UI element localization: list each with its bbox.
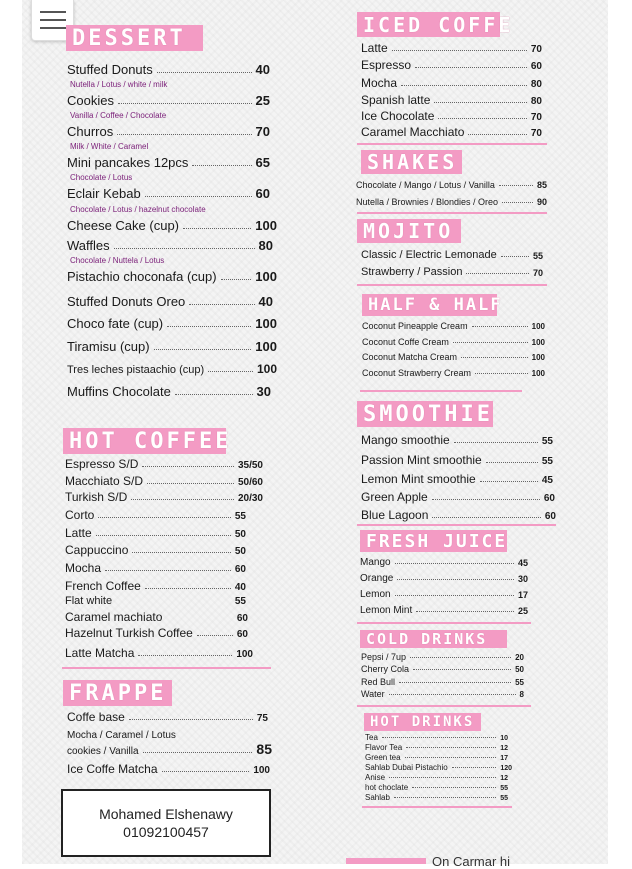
item-price: 100 — [531, 322, 545, 331]
menu-item — [360, 589, 528, 600]
menu-item — [67, 762, 270, 776]
divider — [357, 212, 547, 214]
item-name: Caramel machiato — [65, 610, 163, 624]
item-name: Mocha — [65, 561, 102, 575]
menu-item — [67, 362, 277, 376]
item-price: 70 — [530, 112, 542, 123]
item-price: 55 — [500, 795, 508, 802]
menu-item — [65, 579, 246, 593]
menu-item — [67, 238, 273, 253]
item-price: 60 — [236, 613, 248, 624]
bottom-accent — [346, 858, 426, 864]
item-name: Blue Lagoon — [361, 508, 429, 522]
contact-name: Mohamed Elshenawy — [99, 806, 233, 822]
item-price: 100 — [236, 649, 253, 660]
item-price: 100 — [253, 765, 270, 776]
menu-item — [361, 249, 543, 261]
item-name: Choco fate (cup) — [67, 316, 164, 331]
fresh-juice-header: FRESH JUICE — [360, 530, 507, 552]
menu-item — [67, 93, 270, 108]
item-name: Latte Matcha — [65, 646, 135, 660]
item-name: Pepsi / 7up — [361, 652, 407, 662]
item-name: Sahlab Dubai Pistachio — [365, 763, 448, 772]
item-name: Coconut Pineapple Cream — [362, 321, 468, 331]
item-name: Ice Chocolate — [361, 109, 435, 123]
menu-item — [365, 763, 512, 772]
menu-item — [361, 652, 524, 662]
menu-item — [361, 58, 542, 72]
divider — [357, 705, 531, 707]
iced-coffee-header: ICED COFFE — [357, 12, 500, 37]
item-name: Pistachio choconafa (cup) — [67, 269, 217, 284]
menu-item — [361, 453, 553, 467]
smoothie-header: SMOOTHIE — [357, 401, 493, 427]
item-price: 100 — [531, 353, 545, 362]
item-price: 55 — [515, 678, 524, 687]
item-name: Coconut Strawberry Cream — [362, 368, 472, 378]
menu-item — [361, 125, 542, 139]
item-name: Coconut Matcha Cream — [362, 352, 458, 362]
item-price: 20/30 — [237, 493, 263, 504]
menu-item — [365, 773, 508, 782]
half-and-half-header: HALF & HALF — [362, 294, 497, 316]
item-name: Latte — [65, 526, 92, 540]
menu-item — [67, 62, 270, 77]
item-name: Caramel Macchiato — [361, 125, 465, 139]
item-name: Turkish S/D — [65, 490, 128, 504]
item-price: 25 — [255, 93, 270, 108]
item-name: Mocha / Caramel / Lotus — [67, 730, 176, 741]
menu-bar — [40, 11, 66, 13]
menu-item — [67, 316, 277, 331]
item-name: Churros — [67, 124, 114, 139]
item-name: Coconut Coffe Cream — [362, 337, 449, 347]
contact-phone: 01092100457 — [123, 824, 209, 840]
menu-item — [67, 186, 270, 201]
item-price: 45 — [541, 475, 553, 486]
item-price: 100 — [255, 269, 277, 284]
item-price: 25 — [517, 606, 528, 616]
menu-item — [361, 490, 555, 504]
menu-item — [65, 490, 263, 504]
item-name: Stuffed Donuts — [67, 62, 153, 77]
item-price: 45 — [517, 558, 528, 568]
menu-item — [361, 508, 556, 522]
item-name: French Coffee — [65, 579, 141, 593]
menu-item — [362, 321, 545, 331]
menu-item — [67, 741, 272, 757]
menu-item — [360, 605, 528, 616]
cut-off-text: On Carmar hi — [432, 854, 511, 869]
item-price: 60 — [234, 564, 246, 575]
item-price: 60 — [236, 629, 248, 640]
hot-drinks-header: HOT DRINKS — [364, 713, 481, 731]
item-name: Chocolate / Mango / Lotus / Vanilla — [356, 180, 495, 190]
item-name: Green Apple — [361, 490, 428, 504]
menu-bar — [40, 27, 66, 29]
item-price: 40 — [258, 294, 273, 309]
menu-item — [356, 180, 547, 190]
item-name: Lemon — [360, 589, 391, 600]
item-price: 40 — [255, 62, 270, 77]
menu-item — [65, 474, 263, 488]
item-name: Tiramisu (cup) — [67, 339, 150, 354]
item-price: 90 — [536, 197, 547, 207]
item-price: 80 — [530, 96, 542, 107]
item-price: 100 — [531, 338, 545, 347]
item-price: 75 — [256, 713, 268, 724]
item-name: Flat white — [65, 595, 113, 607]
item-price: 80 — [530, 79, 542, 90]
item-name: Strawberry / Passion — [361, 266, 463, 278]
item-name: Muffins Chocolate — [67, 384, 171, 399]
item-price: 70 — [530, 128, 542, 139]
item-price: 85 — [256, 741, 272, 757]
menu-item — [365, 753, 508, 762]
menu-item — [65, 508, 246, 522]
item-price: 60 — [530, 61, 542, 72]
menu-item — [67, 339, 277, 354]
item-name: Red Bull — [361, 677, 396, 687]
item-name: Cheese Cake (cup) — [67, 218, 179, 233]
contact-card — [61, 789, 271, 857]
menu-item — [361, 689, 524, 699]
item-name: Mocha — [361, 76, 398, 90]
item-price: 80 — [258, 238, 273, 253]
divider — [357, 143, 547, 145]
menu-item — [65, 610, 248, 624]
item-options: Vanilla / Coffee / Chocolate — [70, 111, 167, 120]
item-name: Eclair Kebab — [67, 186, 141, 201]
menu-item — [65, 595, 246, 607]
item-price: 35/50 — [237, 460, 263, 471]
item-name: Espresso S/D — [65, 457, 139, 471]
item-options: Milk / White / Caramel — [70, 142, 149, 151]
item-name: hot choclate — [365, 783, 409, 792]
item-name: Cookies — [67, 93, 114, 108]
menu-item — [67, 124, 270, 139]
shakes-header: SHAKES — [361, 150, 462, 174]
menu-item — [361, 109, 542, 123]
menu-item — [365, 793, 508, 802]
item-name: Lemon Mint — [360, 605, 413, 616]
item-options: Chocolate / Lotus / hazelnut chocolate — [70, 205, 206, 214]
menu-item — [360, 557, 528, 568]
item-price: 12 — [500, 775, 508, 782]
item-name: Latte — [361, 41, 388, 55]
item-name: Passion Mint smoothie — [361, 453, 482, 467]
menu-item — [65, 543, 246, 557]
item-name: Water — [361, 689, 385, 699]
menu-item — [67, 384, 271, 399]
item-price: 50 — [234, 546, 246, 557]
menu-item — [361, 41, 542, 55]
divider — [62, 667, 271, 669]
item-price: 8 — [519, 690, 524, 699]
item-price: 30 — [517, 574, 528, 584]
item-price: 60 — [544, 511, 556, 522]
item-name: Mini pancakes 12pcs — [67, 155, 189, 170]
menu-item — [65, 626, 248, 640]
menu-item — [361, 664, 524, 674]
dessert-header: DESSERT — [66, 25, 203, 51]
menu-item — [65, 526, 246, 540]
item-options: Nutella / Lotus / white / milk — [70, 80, 168, 89]
menu-item — [361, 266, 543, 278]
item-price: 50 — [515, 665, 524, 674]
item-name: Corto — [65, 508, 95, 522]
menu-item — [356, 197, 547, 207]
mojito-header: MOJITO — [357, 219, 461, 243]
item-name: Spanish latte — [361, 93, 431, 107]
item-price: 100 — [256, 362, 277, 376]
item-price: 65 — [255, 155, 270, 170]
cold-drinks-header: COLD DRINKS — [360, 630, 507, 648]
item-name: Green tea — [365, 753, 401, 762]
item-name: Nutella / Brownies / Blondies / Oreo — [356, 197, 499, 207]
item-name: Anise — [365, 773, 386, 782]
menu-item — [67, 710, 268, 724]
item-name: Espresso — [361, 58, 412, 72]
menu-item — [361, 433, 553, 447]
item-name: Macchiato S/D — [65, 474, 144, 488]
item-price: 55 — [532, 251, 543, 261]
item-price: 120 — [500, 765, 512, 772]
item-price: 100 — [255, 218, 277, 233]
item-price: 70 — [255, 124, 270, 139]
item-price: 100 — [255, 316, 277, 331]
item-name: Stuffed Donuts Oreo — [67, 294, 186, 309]
item-price: 55 — [541, 456, 553, 467]
item-price: 60 — [543, 493, 555, 504]
item-price: 70 — [530, 44, 542, 55]
item-name: Cappuccino — [65, 543, 129, 557]
menu-item — [67, 294, 273, 309]
item-name: Hazelnut Turkish Coffee — [65, 626, 193, 640]
menu-item — [361, 677, 524, 687]
item-price: 50/60 — [237, 477, 263, 488]
divider — [357, 524, 556, 526]
menu-item — [362, 337, 545, 347]
menu-bar — [40, 19, 66, 21]
item-name: Orange — [360, 573, 394, 584]
divider — [362, 806, 512, 808]
item-name: Waffles — [67, 238, 110, 253]
item-name: Lemon Mint smoothie — [361, 472, 476, 486]
item-price: 55 — [500, 785, 508, 792]
frappe-header: FRAPPE — [63, 680, 172, 706]
item-options: Chocolate / Nuttela / Lotus — [70, 256, 165, 265]
menu-item — [361, 76, 542, 90]
divider — [360, 390, 522, 392]
item-price: 50 — [234, 529, 246, 540]
menu-item — [65, 561, 246, 575]
menu-item — [65, 646, 253, 660]
item-price: 17 — [500, 755, 508, 762]
item-price: 85 — [536, 180, 547, 190]
item-name: Sahlab — [365, 793, 390, 802]
menu-item — [65, 457, 263, 471]
menu-item — [362, 368, 545, 378]
item-price: 60 — [255, 186, 270, 201]
divider — [357, 622, 531, 624]
menu-item — [360, 573, 528, 584]
item-name: Coffe base — [67, 710, 125, 724]
item-name: Ice Coffe Matcha — [67, 762, 158, 776]
item-price: 40 — [234, 582, 246, 593]
menu-item — [361, 93, 542, 107]
item-price: 55 — [541, 436, 553, 447]
menu-item — [365, 783, 508, 792]
item-name: Tea — [365, 733, 378, 742]
item-name: Cherry Cola — [361, 664, 410, 674]
hot-coffee-header: HOT COFFEE — [63, 428, 226, 454]
menu-item — [362, 352, 545, 362]
item-name: Tres leches pistaachio (cup) — [67, 364, 205, 376]
menu-item — [67, 269, 277, 284]
item-name: Flavor Tea — [365, 743, 403, 752]
item-price: 10 — [500, 735, 508, 742]
divider — [357, 284, 547, 286]
item-price: 70 — [532, 268, 543, 278]
item-options: Chocolate / Lotus — [70, 173, 133, 182]
item-price: 100 — [531, 369, 545, 378]
item-name: cookies / Vanilla — [67, 746, 139, 757]
item-price: 100 — [255, 339, 277, 354]
menu-item — [67, 218, 277, 233]
item-price: 30 — [256, 384, 271, 399]
menu-item — [67, 155, 270, 170]
item-name: Mango — [360, 557, 391, 568]
item-price: 55 — [234, 511, 246, 522]
menu-item — [365, 733, 508, 742]
item-price: 12 — [500, 745, 508, 752]
item-price: 20 — [515, 653, 524, 662]
menu-item — [365, 743, 508, 752]
item-name: Classic / Electric Lemonade — [361, 249, 497, 261]
item-name: Mango smoothie — [361, 433, 450, 447]
item-price: 55 — [234, 596, 246, 607]
item-price: 17 — [517, 590, 528, 600]
menu-item — [361, 472, 553, 486]
